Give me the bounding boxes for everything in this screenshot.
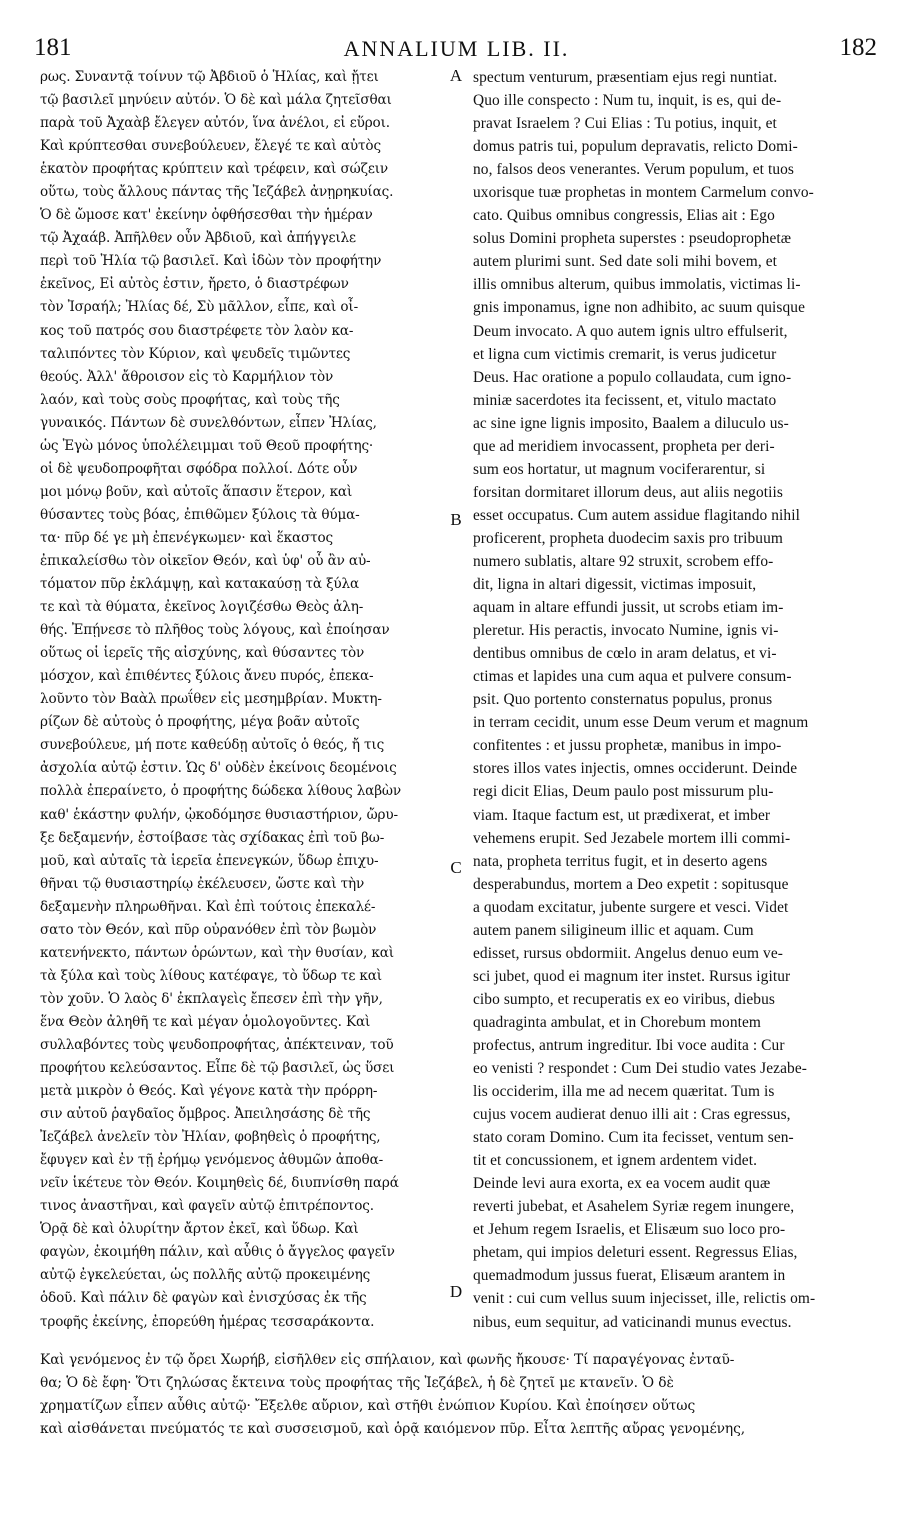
latin-text-line: edisset, rursus obdormiit. Angelus denuo eum ve-: [473, 944, 784, 962]
greek-text-line: πολλὰ ἐπεραίνετο, ὁ προφήτης δώδεκα λίθους λαβὼν: [40, 783, 401, 800]
greek-text-line: ρως. Συναντᾷ τοίνυν τῷ Ἀβδιοῦ ὁ Ἡλίας, καὶ ᾔτει: [40, 69, 379, 85]
greek-text-line: τροφῆς ἐκείνης, ἐπορεύθη ἡμέρας τεσσαράκοντα.: [40, 1313, 375, 1330]
greek-text-line: ἑκατὸν προφήτας κρύπτειν καὶ τρέφειν, καὶ σώζειν: [40, 161, 389, 178]
greek-text-line: ξε δεξαμενήν, ἐστοίβασε τὰς σχίδακας ἐπὶ τοῦ βω-: [40, 829, 385, 846]
latin-text-line: que ad meridiem invocassent, propheta per deri-: [473, 437, 775, 455]
latin-text-line: Quo ille conspecto : Num tu, inquit, is es, qui de-: [473, 92, 782, 110]
latin-text-line: gnis imponamus, igne non adhibito, ac suum quisque: [473, 299, 806, 317]
latin-text-line: cibo sumpto, et recuperatis ex eo viribus, diebus: [473, 990, 775, 1008]
latin-text-line: spectum venturum, præsentiam ejus regi nuntiat.: [473, 69, 778, 86]
greek-text-line: ἐκεῖνος, Εἰ αὐτὸς ἐστιν, ἤρετο, ὁ διαστρέφων: [40, 276, 349, 293]
greek-text-line: καὶ αἰσθάνεται πνεύματός τε καὶ συσσεισμοῦ, καὶ ὁρᾷ καιόμενον πῦρ. Εἶτα λεπτῆς αὔρας γενομένης,: [40, 1421, 745, 1438]
greek-text-line: τε καὶ τὰ θύματα, ἐκεῖνος λογιζέσθω Θεὸς ἀλη-: [40, 599, 364, 616]
greek-text-line: ὁδοῦ. Καὶ πάλιν δὲ φαγὼν καὶ ἐνισχύσας ἐκ τῆς: [40, 1290, 367, 1307]
greek-text-line: προφήτου κελεύσαντος. Εἶπε δὲ τῷ βασιλεῖ, ὡς ὕσει: [40, 1060, 395, 1077]
greek-text-line: θεούς. Ἀλλ' ἄθροισον εἰς τὸ Καρμήλιον τὸν: [40, 368, 334, 385]
greek-text-line: περὶ τοῦ Ἠλία τῷ βασιλεῖ. Καὶ ἰδὼν τὸν προφήτην: [40, 253, 382, 270]
greek-text-line: νεῖν ἱκέτευε τὸν Θεόν. Κοιμηθεὶς δέ, διυπνίσθη παρά: [40, 1175, 399, 1192]
latin-text-line: ctimas et lapides una cum aqua et pulvere consum-: [473, 668, 792, 686]
latin-text-line: sci jubet, quod ei magnum iter instet. Rursus igitur: [473, 967, 791, 985]
margin-marker-c: C: [450, 858, 462, 877]
latin-text-line: pleretur. His peractis, invocato Numine, ignis vi-: [473, 622, 779, 640]
latin-text-line: nibus, eum sequitur, ad vaticinandi munus evectus.: [473, 1313, 792, 1331]
greek-text-line: ἐπικαλείσθω τὸν οἰκεῖον Θεόν, καὶ ὑφ' οὗ ἂν αὐ-: [40, 552, 371, 569]
latin-text-line: lis occiderim, illa me ad necem quæritat. Tum is: [473, 1083, 775, 1101]
latin-text-line: Deinde levi aura exorta, ex ea vocem audit quæ: [473, 1175, 771, 1193]
latin-text-line: forsitan dormitaret illorum deus, aut aliis negotiis: [473, 483, 783, 501]
greek-text-line: λοῦντο τὸν Βαὰλ πρωΐθεν εἰς μεσημβρίαν. Μυκτη-: [40, 691, 382, 708]
greek-text-line: θύσαντες τοὺς βόας, ἐπιθῶμεν ξύλοις τὰ θύμα-: [40, 506, 360, 523]
greek-text-line: κος τοῦ πατρός σου διαστρέφετε τὸν λαὸν κα-: [40, 322, 354, 339]
greek-text-line: καθ' ἑκάστην φυλήν, ᾠκοδόμησε θυσιαστήριον, ὤρυ-: [40, 806, 398, 823]
greek-text-line: τῷ βασιλεῖ μηνύειν αὐτόν. Ὁ δὲ καὶ μάλα ζητεῖσθαι: [40, 92, 392, 109]
latin-text-line: eo venisti ? respondet : Cum Dei studio vates Jezabe-: [473, 1060, 807, 1078]
greek-text-line: αὐτῷ ἐγκελεύεται, ὡς πολλῆς αὐτῷ προκειμένης: [40, 1267, 371, 1284]
greek-text-line: θα; Ὁ δὲ ἔφη· Ὅτι ζηλώσας ἔκτεινα τοὺς προφήτας τῆς Ἰεζάβελ, ἡ δὲ ζητεῖ με κτανεῖν. Ὁ δὲ: [40, 1375, 674, 1392]
latin-text-line: cujus vocem audierat denuo illi ait : Cras egressus,: [473, 1106, 791, 1124]
latin-text-line: regi dicit Elias, Deum paulo post missurum plu-: [473, 783, 774, 801]
greek-text-line: σιν αὐτοῦ ῥαγδαῖος ὄμβρος. Ἀπειλησάσης δὲ τῆς: [40, 1106, 371, 1123]
greek-text-line: ταλιπόντες τὸν Κύριον, καὶ ψευδεῖς τιμῶντες: [40, 345, 351, 362]
greek-text-line: Ὁ δὲ ὤμοσε κατ' ἐκείνην ὀφθήσεσθαι τὴν ἡμέραν: [40, 207, 373, 224]
latin-text-line: no, falsos deos venerantes. Verum populum, et tuos: [473, 161, 795, 179]
margin-marker-b: B: [450, 510, 462, 529]
latin-text-line: proficerent, propheta duodecim saxis pro tribuum: [473, 529, 783, 547]
latin-text-line: numero sublatis, altare 92 struxit, scrobem effo-: [473, 552, 774, 570]
latin-text-line: miniæ sacerdotes ita fecissent, et, vitulo mactato: [473, 391, 777, 409]
latin-text-line: confitentes : et jussu prophetæ, manibus in impo-: [473, 737, 782, 755]
page-number-left: 181: [34, 34, 72, 61]
latin-text-line: sum eos hortatur, ut magnum vociferarentur, si: [473, 460, 766, 478]
greek-text-line: φαγὼν, ἐκοιμήθη πάλιν, καὶ αὖθις ὁ ἄγγελος φαγεῖν: [40, 1244, 395, 1261]
latin-text-line: desperabundus, mortem a Deo expetit : sopitusque: [473, 875, 789, 893]
page-header: [0, 34, 913, 64]
full-width-greek-block: [40, 1349, 878, 1441]
greek-text-line: παρὰ τοῦ Ἀχαὰβ ἔλεγεν αὐτόν, ἵνα ἀνέλοι, εἰ εὕροι.: [40, 115, 390, 132]
greek-text-line: Καὶ γενόμενος ἐν τῷ ὄρει Χωρήβ, εἰσῆλθεν εἰς σπήλαιον, καὶ φωνῆς ἤκουσε· Τί παραγέγονας ἐνταῦ-: [40, 1352, 735, 1368]
greek-text-line: οἱ δὲ ψευδοπροφῆται σφόδρα πολλοί. Δότε οὖν: [40, 460, 358, 477]
latin-text-line: a quodam excitatur, jubente surgere et vesci. Videt: [473, 898, 789, 916]
page-number-right: 182: [839, 34, 877, 61]
latin-text-line: pravat Israelem ? Cui Elias : Tu potius, inquit, et: [473, 115, 777, 133]
latin-text-line: uxorisque tuæ prophetas in montem Carmelum convo-: [473, 184, 814, 202]
greek-text-line: τὸν χοῦν. Ὁ λαὸς δ' ἐκπλαγεὶς ἔπεσεν ἐπὶ τὴν γῆν,: [40, 990, 383, 1007]
greek-text-line: θής. Ἐπῄνεσε τὸ πλῆθος τοὺς λόγους, καὶ ἐποίησαν: [40, 622, 390, 639]
greek-text-line: ἔφυγεν καὶ ἐν τῇ ἐρήμῳ γενόμενος ἀθυμῶν ἀποθα-: [40, 1152, 384, 1169]
latin-text-line: venit : cui cum vellus suum injecisset, ille, relictis om-: [473, 1290, 816, 1308]
latin-text-line: et ligna cum victimis cremarit, is verus judicetur: [473, 345, 777, 363]
greek-text-line: θῆναι τῷ θυσιαστηρίῳ ἐκέλευσεν, ὥστε καὶ τὴν: [40, 875, 365, 892]
greek-text-line: τὸν Ἰσραήλ; Ἠλίας δέ, Σὺ μᾶλλον, εἶπε, καὶ οἶ-: [40, 299, 359, 316]
greek-text-line: Ἰεζάβελ ἀνελεῖν τὸν Ἠλίαν, φοβηθεὶς ὁ προφήτης,: [40, 1129, 381, 1146]
latin-text-line: cato. Quibus omnibus congressis, Elias ait : Ego: [473, 207, 775, 225]
latin-text-line: quadraginta ambulat, et in Chorebum montem: [473, 1013, 762, 1031]
greek-text-line: ἕνα Θεὸν ἀληθῆ τε καὶ μέγαν ὁμολογοῦντες. Καὶ: [40, 1013, 371, 1030]
latin-text-line: psit. Quo portento consternatus populus, pronus: [473, 691, 773, 709]
latin-text-line: autem panem siligineum illic et aquam. Cum: [473, 921, 754, 939]
margin-marker-d: D: [449, 1282, 463, 1301]
latin-text-line: autem plurimi sunt. Sed date soli mihi bovem, et: [473, 253, 778, 271]
greek-text-line: χρηματίζων εἶπεν αὖθις αὐτῷ· Ἔξελθε αὔριον, καὶ στῆθι ἐνώπιον Κυρίου. Καὶ ἐποίησεν οὕτως: [40, 1398, 696, 1415]
latin-text-line: ac sine igne lignis imposito, Baalem a diluculo us-: [473, 414, 789, 432]
margin-marker-a: A: [449, 66, 463, 85]
greek-text-line: τῷ Ἀχαάβ. Ἀπῆλθεν οὖν Ἀβδιοῦ, καὶ ἀπήγγειλε: [40, 230, 356, 247]
running-title: ANNALIUM LIB. II.: [343, 36, 570, 61]
latin-text-line: solus Domini propheta superstes : pseudoprophetæ: [473, 230, 792, 248]
latin-text-line: profectus, antrum ingreditur. Ibi voce audita : Cur: [473, 1036, 785, 1054]
latin-text-line: reverti jubebat, et Asahelem Syriæ regem inungere,: [473, 1198, 795, 1216]
greek-text-line: δεξαμενὴν πληρωθῆναι. Καὶ ἐπὶ τούτοις ἐπεκαλέ-: [40, 898, 376, 915]
latin-text-line: vehemens erupit. Sed Jezabele mortem illi commi-: [473, 829, 791, 847]
greek-text-line: Ὁρᾷ δὲ καὶ ὀλυρίτην ἄρτον ἐκεῖ, καὶ ὕδωρ. Καὶ: [40, 1221, 359, 1238]
latin-text-line: tit et concussionem, et ignem ardentem videt.: [473, 1152, 758, 1170]
latin-text-line: viam. Itaque factum est, ut prædixerat, et imber: [473, 806, 771, 824]
latin-text-line: Deus. Hac oratione a populo collaudata, cum igno-: [473, 368, 792, 386]
greek-text-line: ἀσχολία αὐτῷ ἐστιν. Ὡς δ' οὐδὲν ἐκείνοις δεομένοις: [40, 760, 397, 777]
greek-text-line: σατο τὸν Θεόν, καὶ πῦρ οὐρανόθεν ἐπὶ τὸν βωμὸν: [40, 921, 377, 938]
latin-text-line: dentibus omnibus de cœlo in aram delatus, et vi-: [473, 645, 777, 663]
latin-text-line: illis omnibus alterum, quibus immolatis, victimas li-: [473, 276, 801, 294]
greek-text-line: μετὰ μικρὸν ὁ Θεός. Καὶ γέγονε κατὰ τὴν πρόρρη-: [40, 1083, 378, 1100]
greek-text-line: μοι μόνῳ βοῦν, καὶ αὐτοῖς ἅπασιν ἕτερον, καὶ: [40, 483, 353, 500]
greek-text-line: ὡς Ἐγὼ μόνος ὑπολέλειμμαι τοῦ Θεοῦ προφήτης·: [40, 437, 374, 454]
latin-text-line: quemadmodum jussus fuerat, Elisæum arantem in: [473, 1267, 786, 1285]
latin-column: [473, 66, 877, 1334]
greek-text-line: μόσχον, καὶ ἐπιθέντες ξύλοις ἄνευ πυρός, ἐπεκα-: [40, 668, 374, 685]
greek-text-line: μοῦ, καὶ αὐταῖς τὰ ἱερεῖα ἐπενεγκών, ὕδωρ ἐπιχυ-: [40, 852, 379, 869]
greek-text-line: οὕτως οἱ ἱερεῖς τῆς αἰσχύνης, καὶ θύσαντες τὸν: [40, 645, 365, 662]
greek-text-line: συνεβούλευε, μή ποτε καθεύδῃ αὐτοῖς ὁ θεός, ἤ τις: [40, 737, 385, 754]
greek-text-line: κατενήνεκτο, πάντων ὁρώντων, καὶ τὴν θυσίαν, καὶ: [40, 944, 394, 961]
latin-text-line: aquam in altare effundi jussit, ut scrobs etiam im-: [473, 599, 784, 617]
greek-text-line: τόματον πῦρ ἐκλάμψῃ, καὶ κατακαύσῃ τὰ ξύλα: [40, 576, 360, 593]
greek-text-line: οὕτω, τοὺς ἄλλους πάντας τῆς Ἰεζάβελ ἀνῃρηκυίας.: [40, 184, 394, 201]
latin-text-line: stato coram Domino. Cum ita fecisset, ventum sen-: [473, 1129, 794, 1147]
greek-text-line: συλλαβόντες τοὺς ψευδοπροφήτας, ἀπέκτειναν, τοῦ: [40, 1036, 394, 1053]
greek-text-line: Καὶ κρύπτεσθαι συνεβούλευεν, ἔλεγέ τε καὶ αὐτὸς: [40, 138, 381, 155]
latin-text-line: phetam, qui impios deleturi essent. Regressus Elias,: [473, 1244, 798, 1262]
latin-text-line: esset occupatus. Cum autem assidue flagitando nihil: [473, 506, 800, 524]
greek-text-line: λαόν, καὶ τοὺς σοὺς προφήτας, καὶ τοὺς τῆς: [40, 391, 340, 408]
latin-text-line: in terram cecidit, unum esse Deum verum et magnum: [473, 714, 809, 732]
latin-text-line: et Jehum regem Israelis, et Elisæum suo loco pro-: [473, 1221, 786, 1239]
latin-text-line: dit, ligna in altari digessit, victimas imposuit,: [473, 576, 757, 594]
latin-text-line: stores illos vates injectis, omnes occiderunt. Deinde: [473, 760, 798, 778]
greek-column: [40, 66, 450, 1334]
greek-text-line: τινος ἀναστῆναι, καὶ φαγεῖν αὐτῷ ἐπιτρέποντος.: [40, 1198, 374, 1215]
latin-text-line: domus patris tui, populum depravatis, relicto Domi-: [473, 138, 798, 156]
greek-text-line: τὰ ξύλα καὶ τοὺς λίθους κατέφαγε, τὸ ὕδωρ τε καὶ: [40, 967, 382, 984]
greek-text-line: ρίζων δὲ αὐτοὺς ὁ προφήτης, μέγα βοᾶν αὐτοῖς: [40, 714, 360, 731]
latin-text-line: nata, propheta territus fugit, et in deserto agens: [473, 852, 768, 870]
latin-text-line: Deum invocato. A quo autem ignis ultro effulserit,: [473, 322, 788, 340]
greek-text-line: τα· πῦρ δέ γε μὴ ἐπενέγκωμεν· καὶ ἕκαστος: [40, 529, 333, 546]
greek-text-line: γυναικός. Πάντων δὲ συνελθόντων, εἶπεν Ἠλίας,: [40, 414, 377, 431]
